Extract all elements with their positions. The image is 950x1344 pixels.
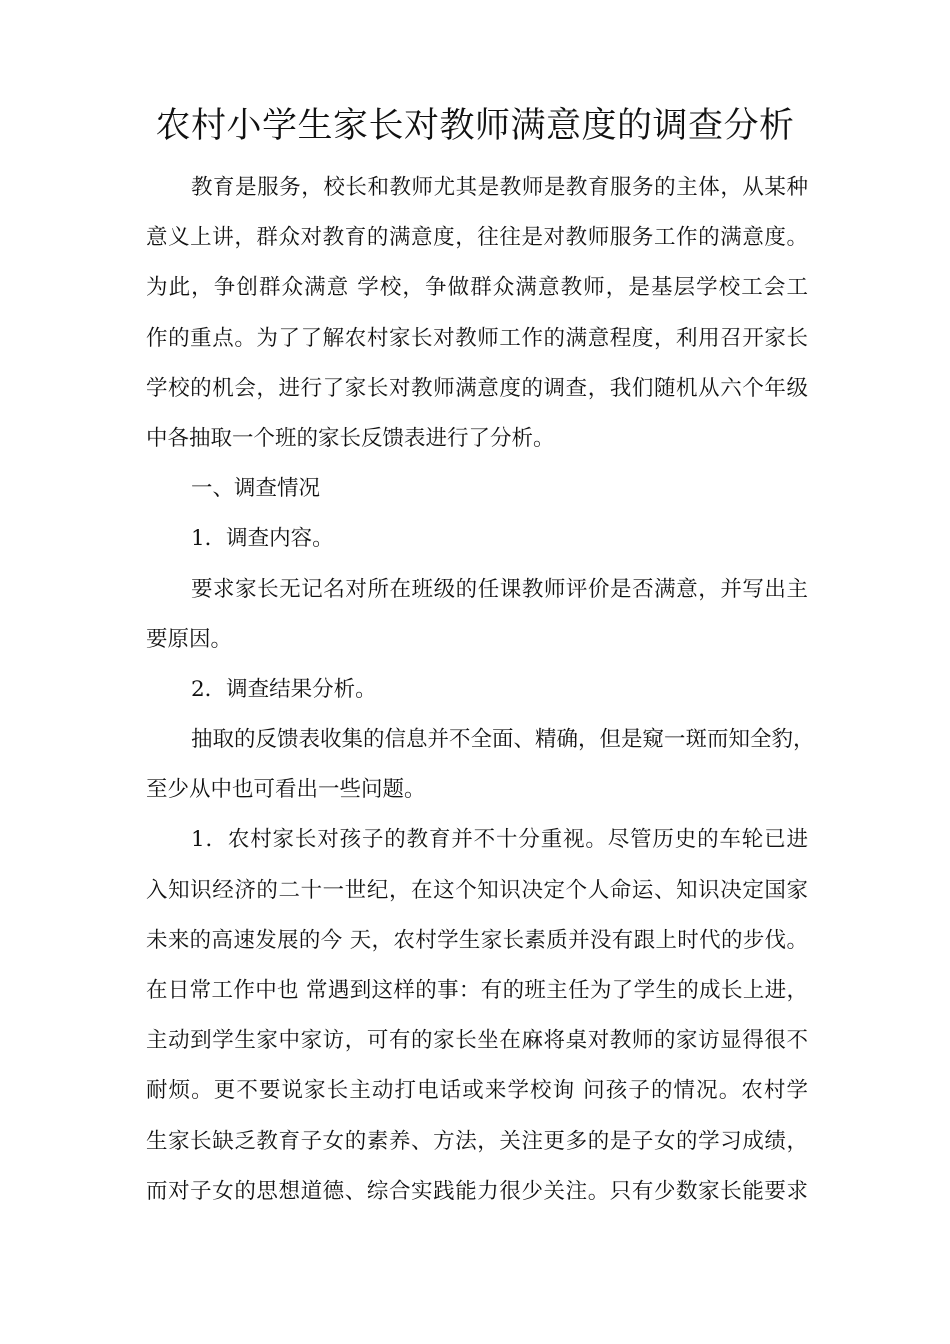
document-title: 农村小学生家长对教师满意度的调查分析	[155, 106, 795, 146]
text-line: 生家长缺乏教育子女的素养、方法，关注更多的是子女的学习成绩，	[146, 1128, 808, 1154]
subsection-heading: 1．调查内容。	[191, 526, 334, 552]
text-line: 而对子女的思想道德、综合实践能力很少关注。只有少数家长能要求	[146, 1178, 808, 1204]
section-heading: 一、调查情况	[191, 476, 321, 502]
subsection-heading: 2．调查结果分析。	[191, 676, 377, 702]
text-line: 至少从中也可看出一些问题。	[146, 777, 426, 803]
text-line: 学校的机会，进行了家长对教师满意度的调查，我们随机从六个年级	[146, 375, 808, 401]
text-line: 在日常工作中也 常遇到这样的事：有的班主任为了学生的成长上进，	[146, 978, 808, 1003]
document-body	[146, 163, 815, 1217]
text-line: 耐烦。更不要说家长主动打电话或来学校询 问孩子的情况。农村学	[146, 1078, 808, 1104]
text-line: 意义上讲，群众对教育的满意度，往往是对教师服务工作的满意度。	[146, 225, 808, 251]
text-line: 抽取的反馈表收集的信息并不全面、精确，但是窥一斑而知全豹，	[191, 727, 815, 753]
text-line: 中各抽取一个班的家长反馈表进行了分析。	[146, 425, 555, 451]
text-line: 主动到学生家中家访，可有的家长坐在麻将桌对教师的家访显得很不	[146, 1028, 808, 1054]
text-line: 入知识经济的二十一世纪，在这个知识决定个人命运、知识决定国家	[146, 877, 808, 903]
text-line: 教育是服务，校长和教师尤其是教师是教育服务的主体，从某种	[191, 175, 808, 200]
text-line: 要原因。	[146, 626, 233, 652]
text-line: 作的重点。为了了解农村家长对教师工作的满意程度，利用召开家长	[146, 325, 808, 351]
text-line: 为此，争创群众满意 学校，争做群众满意教师，是基层学校工会工	[146, 275, 808, 301]
text-line: 要求家长无记名对所在班级的任课教师评价是否满意，并写出主	[191, 576, 808, 602]
text-line: 未来的高速发展的今 天，农村学生家长素质并没有跟上时代的步伐。	[146, 927, 808, 953]
text-line: 1．农村家长对孩子的教育并不十分重视。尽管历史的车轮已进	[191, 827, 808, 853]
